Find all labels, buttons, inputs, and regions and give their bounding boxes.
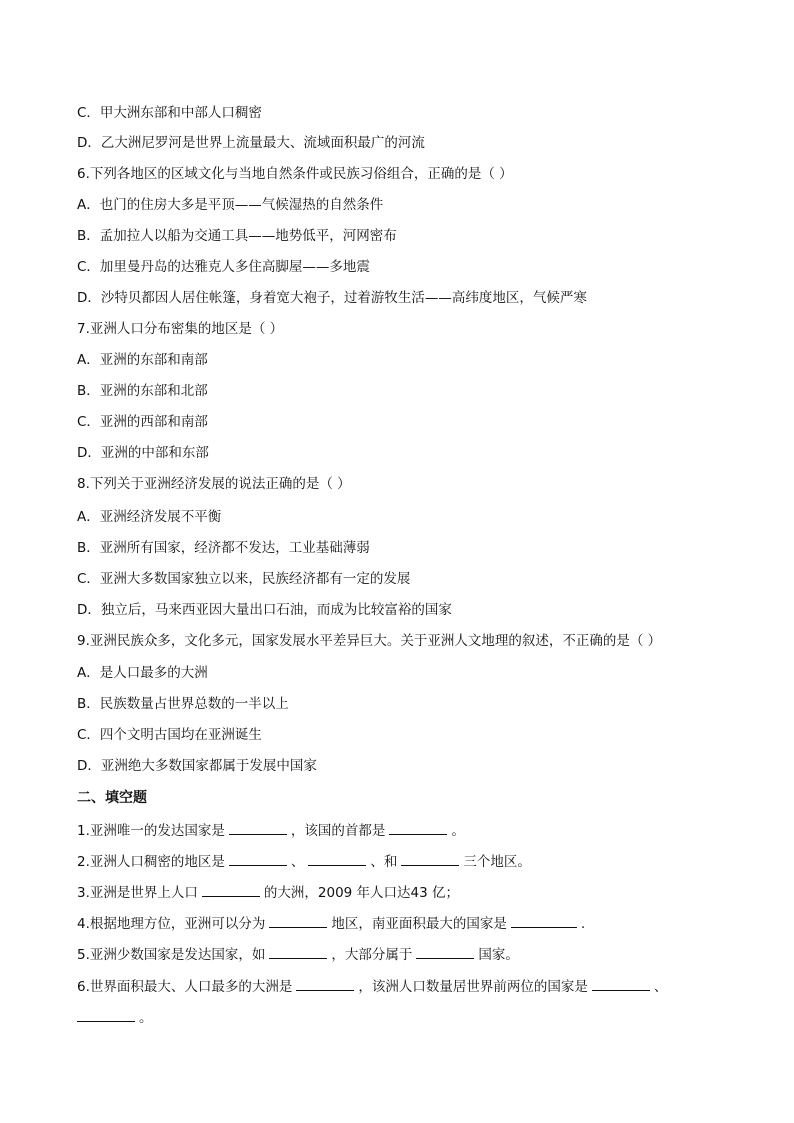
answer-blank[interactable]	[229, 820, 287, 835]
fill-q2-text-2: 、	[290, 854, 305, 870]
fill-q5-text-1: 5.亚洲少数国家是发达国家，如	[77, 947, 266, 963]
fill-q2-text-3: 、和	[370, 854, 398, 870]
fill-q2-text-1: 2.亚洲人口稠密的地区是	[77, 854, 225, 870]
answer-blank[interactable]	[269, 944, 327, 959]
fill-question-5	[77, 944, 519, 965]
fill-question-4	[77, 913, 585, 934]
question-6: 6.下列各地区的区域文化与当地自然条件或民族习俗组合，正确的是（ ）	[77, 166, 513, 182]
fill-question-2	[77, 851, 531, 872]
question-9: 9.亚洲民族众多，文化多元，国家发展水平差异巨大。关于亚洲人文地理的叙述，不正确的是（ ）	[77, 633, 662, 649]
option-b-q6: B．孟加拉人以船为交通工具——地势低平，河网密布	[77, 228, 397, 244]
answer-blank[interactable]	[389, 820, 447, 835]
option-a-q8: A．亚洲经济发展不平衡	[77, 509, 222, 525]
fill-q2-text-4: 三个地区。	[463, 854, 531, 870]
option-d-q9: D．亚洲绝大多数国家都属于发展中国家	[77, 758, 317, 774]
fill-q6-text-1: 6.世界面积最大、人口最多的大洲是	[77, 979, 293, 995]
option-c-q8: C．亚洲大多数国家独立以来，民族经济都有一定的发展	[77, 571, 411, 587]
answer-blank[interactable]	[269, 913, 327, 928]
fill-q1-text-2: ，该国的首都是	[290, 823, 386, 839]
fill-q6-text-2: ，该洲人口数量居世界前两位的国家是	[358, 979, 588, 995]
option-b-q9: B．民族数量占世界总数的一半以上	[77, 696, 289, 712]
answer-blank[interactable]	[511, 913, 577, 928]
answer-blank[interactable]	[296, 976, 354, 991]
option-a-q6: A．也门的住房大多是平顶——气候湿热的自然条件	[77, 197, 384, 213]
fill-question-1	[77, 820, 465, 841]
fill-q6-text-4: 。	[139, 1010, 153, 1026]
option-b-q7: B．亚洲的东部和北部	[77, 383, 208, 399]
question-7: 7.亚洲人口分布密集的地区是（ ）	[77, 321, 284, 337]
fill-q3-text-1: 3.亚洲是世界上人口	[77, 885, 198, 901]
fill-q6-text-3: 、	[653, 979, 668, 995]
fill-q4-text-1: 4.根据地理方位，亚洲可以分为	[77, 916, 266, 932]
fill-q1-text-1: 1.亚洲唯一的发达国家是	[77, 823, 225, 839]
option-d-q6: D．沙特贝都因人居住帐篷，身着宽大袍子，过着游牧生活——高纬度地区，气候严寒	[77, 290, 587, 306]
answer-blank[interactable]	[77, 1007, 135, 1022]
option-d-q8: D．独立后，马来西亚因大量出口石油，而成为比较富裕的国家	[77, 602, 452, 618]
fill-q1-text-3: 。	[451, 823, 465, 839]
fill-question-6	[77, 976, 667, 997]
fill-q3-text-2: 的大洲，2009 年人口达43 亿；	[263, 885, 460, 901]
option-d-q7: D．亚洲的中部和东部	[77, 445, 209, 461]
answer-blank[interactable]	[416, 944, 474, 959]
option-d-q5: D．乙大洲尼罗河是世界上流量最大、流域面积最广的河流	[77, 135, 425, 151]
fill-question-6-continued	[77, 1007, 153, 1028]
answer-blank[interactable]	[229, 851, 287, 866]
answer-blank[interactable]	[592, 976, 650, 991]
question-8: 8.下列关于亚洲经济发展的说法正确的是（ ）	[77, 476, 351, 492]
answer-blank[interactable]	[308, 851, 366, 866]
option-c-q5: C．甲大洲东部和中部人口稠密	[77, 105, 262, 121]
fill-q4-text-2: 地区，南亚面积最大的国家是	[331, 916, 507, 932]
option-c-q9: C．四个文明古国均在亚洲诞生	[77, 727, 262, 743]
fill-q5-text-3: 国家。	[478, 947, 519, 963]
option-c-q6: C．加里曼丹岛的达雅克人多住高脚屋——多地震	[77, 259, 370, 275]
section-heading: 二、填空题	[77, 790, 147, 806]
answer-blank[interactable]	[202, 882, 260, 897]
fill-question-3	[77, 882, 459, 903]
option-b-q8: B．亚洲所有国家，经济都不发达，工业基础薄弱	[77, 540, 370, 556]
fill-q4-text-3: .	[580, 916, 586, 932]
option-c-q7: C．亚洲的西部和南部	[77, 414, 208, 430]
answer-blank[interactable]	[401, 851, 459, 866]
option-a-q9: A．是人口最多的大洲	[77, 665, 208, 681]
option-a-q7: A．亚洲的东部和南部	[77, 352, 208, 368]
fill-q5-text-2: ，大部分属于	[331, 947, 413, 963]
